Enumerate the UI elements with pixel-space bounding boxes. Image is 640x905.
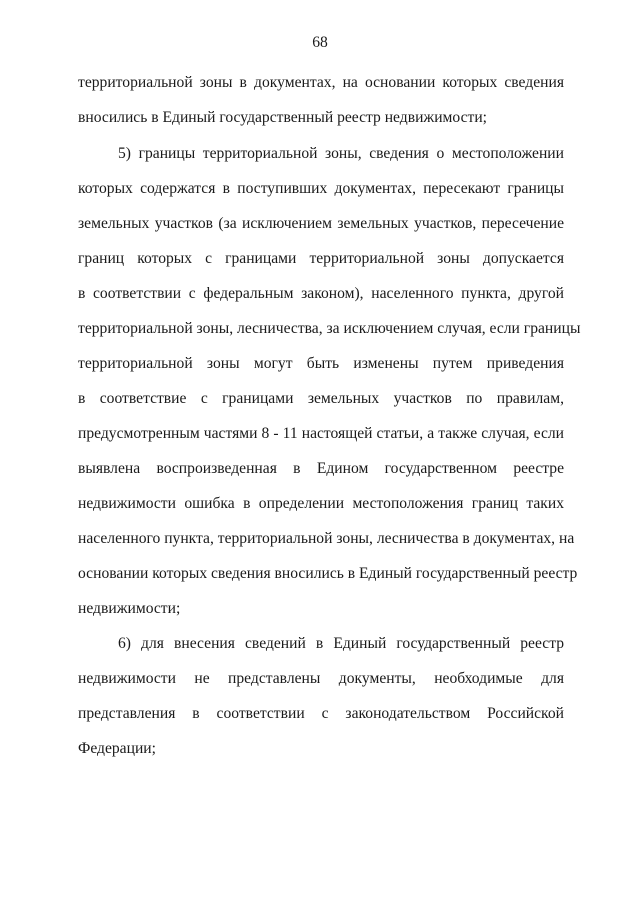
text-line: территориальной зоны, лесничества, за исключением случая, если границы bbox=[78, 320, 581, 337]
text-line: предусмотренным частями 8 - 11 настоящей статьи, а также случая, если bbox=[78, 425, 564, 442]
text-line: населенного пункта, территориальной зоны, лесничества в документах, на bbox=[78, 530, 575, 547]
page-number: 68 bbox=[312, 34, 328, 51]
text-line: границ которых с границами территориальной зоны допускается bbox=[78, 250, 564, 267]
text-line: основании которых сведения вносились в Единый государственный реестр bbox=[78, 565, 578, 582]
text-line: в соответствии с федеральным законом), населенного пункта, другой bbox=[78, 285, 564, 302]
text-line: территориальной зоны в документах, на основании которых сведения bbox=[78, 74, 564, 91]
text-line: которых содержатся в поступивших документах, пересекают границы bbox=[78, 180, 564, 197]
text-line: представления в соответствии с законодательством Российской bbox=[78, 705, 564, 722]
text-line: 5) границы территориальной зоны, сведения о местоположении bbox=[118, 145, 564, 162]
text-line: вносились в Единый государственный реестр недвижимости; bbox=[78, 109, 488, 126]
text-line: земельных участков (за исключением земельных участков, пересечение bbox=[78, 215, 564, 232]
text-line: в соответствие с границами земельных участков по правилам, bbox=[78, 390, 564, 407]
text-line: недвижимости; bbox=[78, 600, 181, 617]
text-line: 6) для внесения сведений в Единый государственный реестр bbox=[118, 635, 564, 652]
text-line: Федерации; bbox=[78, 740, 156, 757]
text-line: территориальной зоны могут быть изменены путем приведения bbox=[78, 355, 564, 372]
text-line: выявлена воспроизведенная в Едином государственном реестре bbox=[78, 460, 564, 477]
text-line: недвижимости ошибка в определении местоположения границ таких bbox=[78, 495, 564, 512]
text-line: недвижимости не представлены документы, необходимые для bbox=[78, 670, 564, 687]
